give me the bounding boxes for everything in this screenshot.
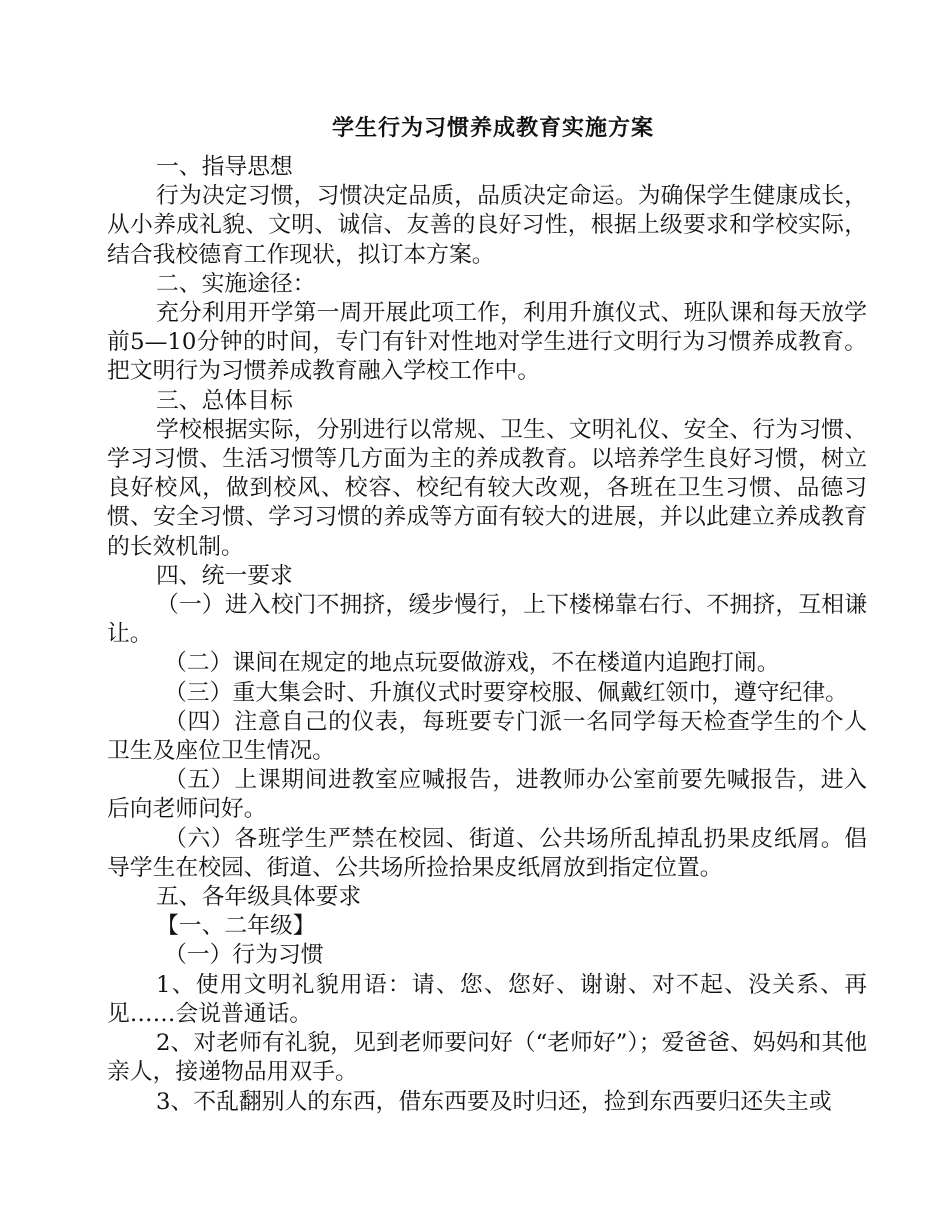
list-item: 1、使用文明礼貌用语：请、您、您好、谢谢、对不起、没关系、再见……会说普通话。 (107, 971, 867, 1027)
requirement-item: （二）课间在规定的地点玩耍做游戏，不在楼道内追跑打闹。 (164, 650, 780, 677)
paragraph-implementation: 充分利用开学第一周开展此项工作，利用升旗仪式、班队课和每天放学前5—10分钟的时间，专门有针对性地对学生进行文明行为习惯养成教育。把文明行为习惯养成教育融入学校工作中。 (107, 300, 867, 385)
document-body (107, 114, 867, 1117)
requirement-item: （五）上课期间进教室应喊报告，进教师办公室前要先喊报告，进入后向老师问好。 (107, 767, 867, 823)
paragraph-overall-goal: 学校根据实际，分别进行以常规、卫生、文明礼仪、安全、行为习惯、学习习惯、生活习惯等几方面为主的养成教育。以培养学生良好习惯，树立良好校风，做到校风、校容、校纪有较大改观，各班在卫生习惯、品德习惯、安全习惯、学习习惯的养成等方面有较大的进展，并以此建立养成教育的长效机制。 (107, 416, 867, 560)
requirement-item: （三）重大集会时、升旗仪式时要穿校服、佩戴红领巾，遵守纪律。 (164, 679, 848, 706)
section-heading-overall-goal: 三、总体目标 (156, 387, 293, 414)
subheading-behavior-habits: （一）行为习惯 (164, 942, 324, 969)
section-heading-unified-requirements: 四、统一要求 (156, 562, 293, 589)
paragraph-guiding-thought: 行为决定习惯，习惯决定品质，品质决定命运。为确保学生健康成长，从小养成礼貌、文明、诚信、友善的良好习性，根据上级要求和学校实际，结合我校德育工作现状，拟订本方案。 (107, 183, 867, 268)
document-title: 学生行为习惯养成教育实施方案 (331, 116, 654, 141)
requirement-item: （一）进入校门不拥挤，缓步慢行，上下楼梯靠右行、不拥挤，互相谦让。 (107, 592, 867, 648)
subheading-grades-1-2: 【一、二年级】 (156, 913, 316, 940)
requirement-item: （四）注意自己的仪表，每班要专门派一名同学每天检查学生的个人卫生及座位卫生情况。 (107, 708, 867, 765)
list-item: 3、不乱翻别人的东西，借东西要及时归还，捡到东西要归还失主或 (156, 1088, 832, 1115)
section-heading-grade-requirements: 五、各年级具体要求 (156, 884, 362, 911)
section-heading-implementation: 二、实施途径： (156, 270, 316, 297)
requirement-item: （六）各班学生严禁在校园、街道、公共场所乱掉乱扔果皮纸屑。倡导学生在校园、街道、公共场所捡拾果皮纸屑放到指定位置。 (107, 825, 867, 881)
list-item: 2、对老师有礼貌，见到老师要问好（“老师好”）；爱爸爸、妈妈和其他亲人，接递物品用双手。 (107, 1030, 867, 1086)
section-heading-guiding-thought: 一、指导思想 (156, 154, 293, 180)
